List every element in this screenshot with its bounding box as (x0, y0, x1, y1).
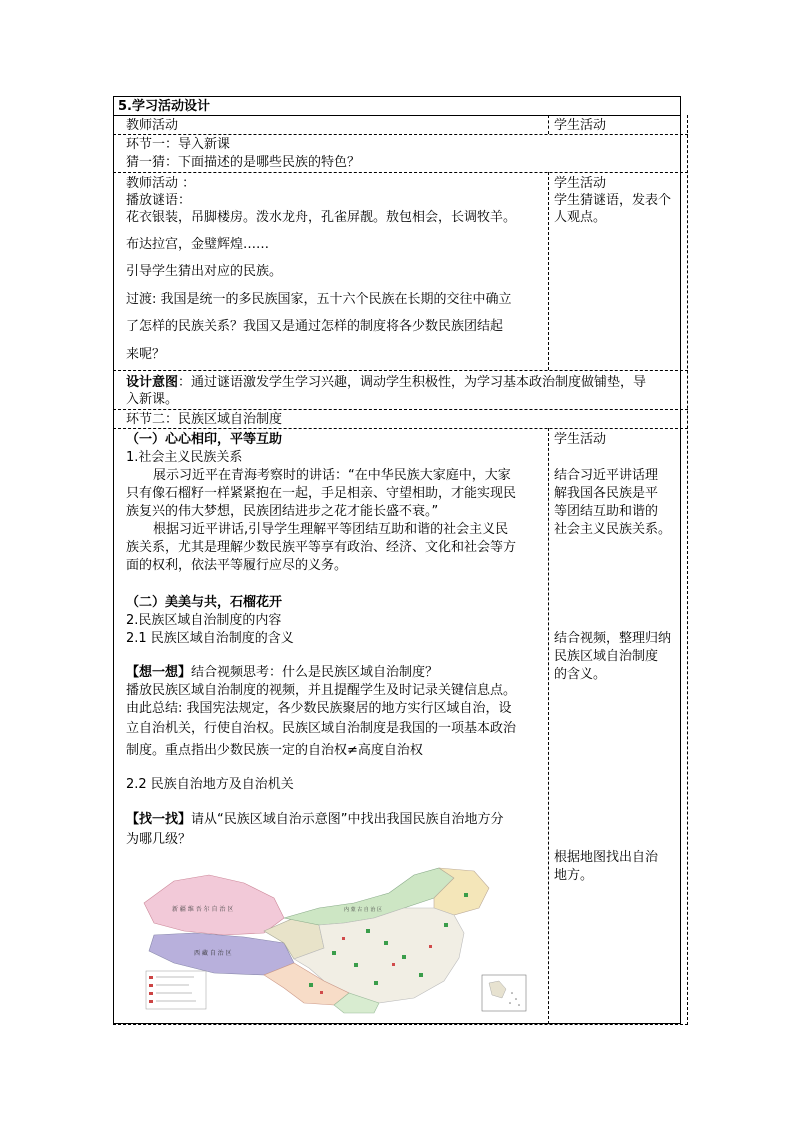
student-header: 学生活动 (554, 118, 607, 133)
divider (548, 172, 549, 370)
riddle-line: 布达拉宫，金璧辉煌…… (126, 237, 270, 252)
link2-title: 环节二：民族区域自治制度 (126, 412, 283, 427)
design-intent-label: 设计意图 (126, 375, 179, 390)
link1-title: 环节一：导入新课 (126, 137, 231, 152)
teacher-header: 教师活动 (126, 118, 179, 133)
speech-line: 展示习近平在青海考察时的讲话：“在中华民族大家庭中，大家 (153, 468, 511, 483)
summary-line: 制度。重点指出少数民族一定的自治权≠高度自治权 (126, 743, 423, 758)
play-riddle: 播放谜语： (126, 193, 192, 208)
student-activity: 地方。 (554, 868, 594, 883)
riddle-line: 花衣银装，吊脚楼房。泼水龙舟，孔雀屏靓。敖包相会，长调牧羊。 (126, 210, 517, 225)
student-activity: 根据地图找出自治 (554, 850, 659, 865)
teacher-label: 教师活动 ： (126, 176, 196, 191)
divider (113, 172, 688, 173)
transition-line: 了怎样的民族关系？我国又是通过怎样的制度将各少数民族团结起 (126, 319, 504, 334)
speech-line: 族复兴的伟大梦想，民族团结进步之花才能长盛不衰。” (126, 504, 439, 519)
find-text: 请从“民族区域自治示意图”中找出我国民族自治地方分 (191, 812, 504, 827)
design-intent-text: 入新课。 (126, 392, 179, 407)
explain-line: 族关系，尤其是理解少数民族平等享有政治、经济、文化和社会等方 (126, 540, 517, 555)
divider (548, 428, 549, 1024)
divider (687, 115, 688, 1025)
divider (113, 134, 688, 135)
divider (548, 115, 549, 134)
design-intent-text: ：通过谜语激发学生学习兴趣，调动学生积极性，为学习基本政治制度做铺垫，导 (178, 375, 647, 390)
student-activity: 学生活动 (554, 176, 607, 191)
divider (113, 409, 688, 410)
sub-heading: 2.1 民族区域自治制度的含义 (126, 631, 294, 646)
map-label-tibet: 西 藏 自 治 区 (194, 950, 232, 957)
video-text: 播放民族区域自治制度的视频，并且提醒学生及时记录关键信息点。 (126, 683, 517, 698)
explain-line: 根据习近平讲话,引导学生理解平等团结互助和谐的社会主义民 (153, 522, 509, 537)
find-label: 【找一找】 (126, 812, 192, 827)
design-intent (126, 374, 646, 391)
link1-guess: 猜一猜：下面描述的是哪些民族的特色？ (126, 155, 361, 170)
student-activity: 社会主义民族关系。 (554, 522, 672, 537)
transition-line: 过渡: 我国是统一的多民族国家，五十六个民族在长期的交往中确立 (126, 292, 512, 307)
guide-text: 引导学生猜出对应的民族。 (126, 264, 283, 279)
divider (113, 428, 688, 429)
map-label-xinjiang: 新 疆 维 吾 尔 自 治 区 (172, 906, 234, 913)
student-activity: 结合习近平讲话理 (554, 468, 659, 483)
student-activity: 民族区域自治制度 (554, 649, 659, 664)
student-activity: 学生活动 (554, 432, 607, 447)
divider (113, 370, 688, 371)
student-activity: 等团结互助和谐的 (554, 504, 659, 519)
student-activity: 人观点。 (554, 210, 607, 225)
student-activity: 结合视频，整理归纳 (554, 631, 672, 646)
sub-heading: 2.民族区域自治制度的内容 (126, 613, 282, 628)
think-text: 结合视频思考：什么是民族区域自治制度？ (191, 665, 439, 680)
speech-line: 只有像石榴籽一样紧紧抱在一起，手足相亲、守望相助，才能实现民 (126, 486, 517, 501)
divider (113, 115, 681, 116)
sub-heading: 2.2 民族自治地方及自治机关 (126, 777, 294, 792)
think-prompt (126, 664, 438, 681)
student-activity: 的含义。 (554, 667, 607, 682)
find-text: 为哪几级？ (126, 832, 192, 847)
summary-line: 由此总结: 我国宪法规定，各少数民族聚居的地方实行区域自治，设 (126, 701, 512, 716)
divider (113, 1024, 688, 1025)
think-label: 【想一想】 (126, 665, 192, 680)
sub-heading: 1.社会主义民族关系 (126, 450, 243, 465)
section-title: 5.学习活动设计 (118, 99, 210, 114)
student-activity: 解我国各民族是平 (554, 486, 659, 501)
transition-line: 来呢？ (126, 347, 166, 362)
find-prompt (126, 811, 504, 828)
map-label-inner-mongolia: 内 蒙 古 自 治 区 (344, 907, 382, 913)
explain-line: 面的权利，依法平等履行应尽的义务。 (126, 558, 348, 573)
part2-title: （二）美美与共，石榴花开 (126, 595, 283, 610)
part1-title: （一）心心相印，平等互助 (126, 432, 283, 447)
autonomy-map-image (134, 863, 534, 1015)
summary-line: 立自治机关，行使自治权。民族区域自治制度是我国的一项基本政治 (126, 721, 517, 736)
student-activity: 学生猜谜语，发表个 (554, 193, 672, 208)
